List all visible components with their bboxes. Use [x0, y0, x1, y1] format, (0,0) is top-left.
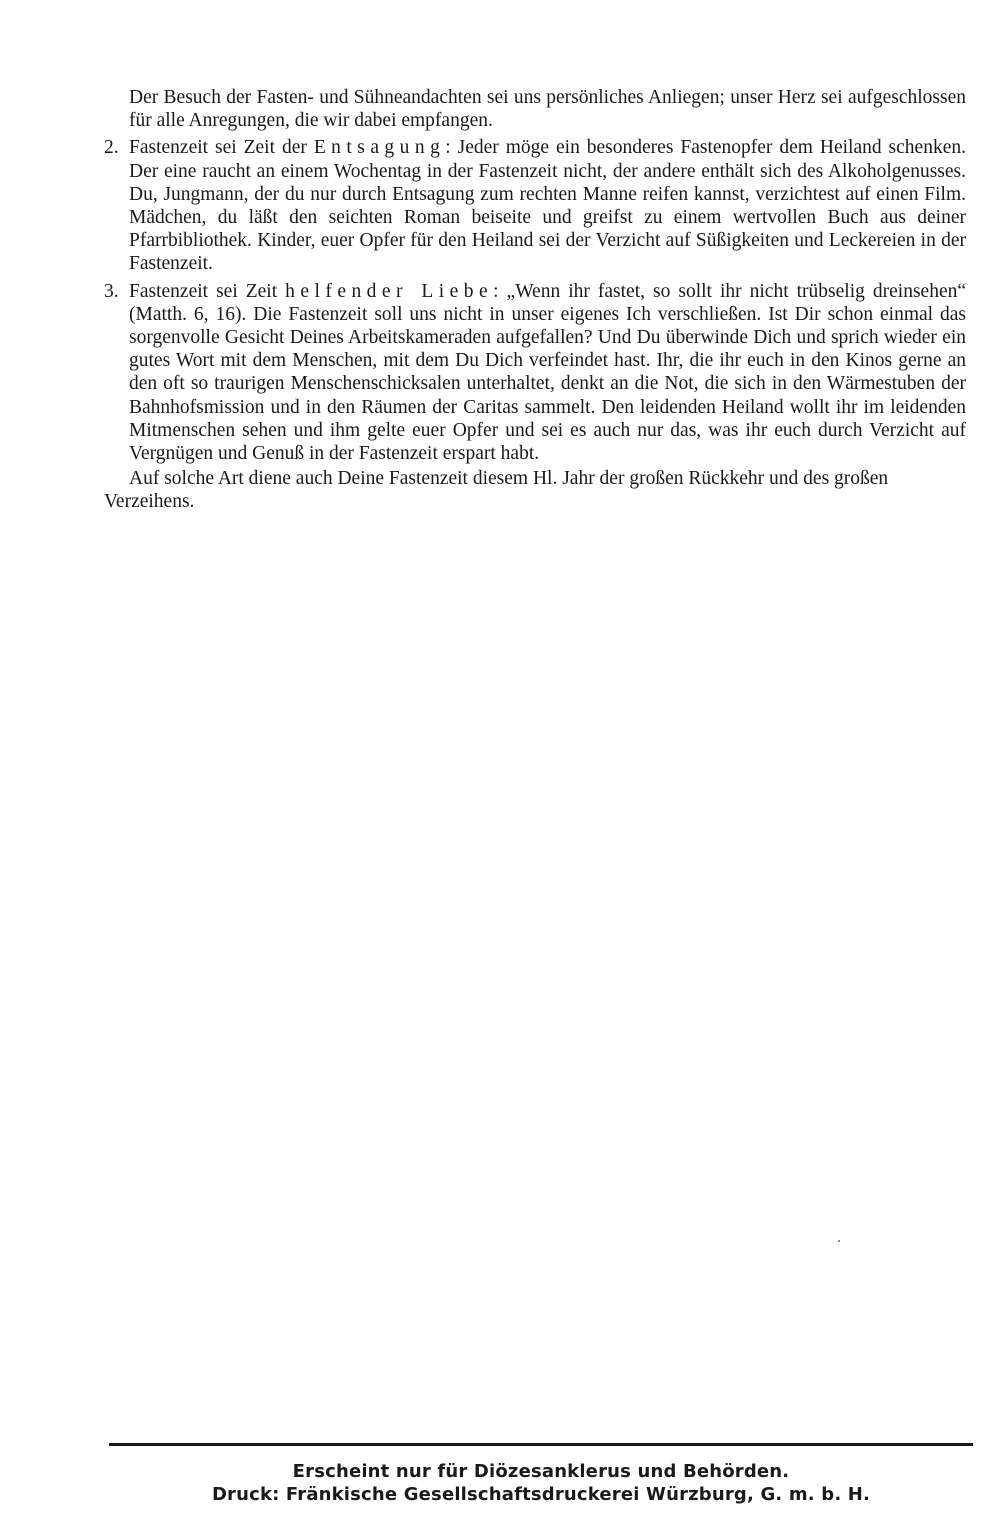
footer-rule [109, 1443, 973, 1446]
item-lead: Fastenzeit sei Zeit der [129, 137, 314, 159]
footer [108, 1460, 974, 1506]
intro-line-2: unser Herz sei aufgeschlossen für alle Anregungen, die wir dabei empfangen. [129, 87, 966, 132]
intro-line-1: Der Besuch der Fasten- und Sühneandachten sei uns persönliches Anliegen; [129, 87, 725, 108]
footer-line-2: Druck: Fränkische Gesellschaftsdruckerei Würzburg, G. m. b. H. [211, 1484, 871, 1505]
list-item-2 [104, 136, 966, 275]
closing-paragraph: Auf solche Art diene auch Deine Fastenzeit diesem Hl. Jahr der großen Rückkehr und des großen Verzeihens. [104, 468, 889, 513]
list-number: 2. [104, 137, 119, 159]
list-number: 3. [104, 280, 119, 302]
scan-speck [838, 1240, 840, 1242]
footer-line-1: Erscheint nur für Diözesanklerus und Behörden. [292, 1461, 790, 1482]
item-body: : Jeder möge ein besonderes Fastenopfer dem Heiland schenken. Der eine raucht an einem Wochentag in der Fastenzeit nicht, der andere enthält sich des Alkoholgenusses. Du, Jungmann, der du nur durch Entsagung zum rechten Manne reifen kannst, verzichtest auf einen Film. Mädchen, du läßt den seichten Roman beiseite und greifst zu einem wertvollen Buch aus deiner Pfarrbibliothek. Kinder, euer Opfer für den Heiland sei der Verzicht auf Süßigkeiten und Leckereien in der Fastenzeit. [129, 137, 966, 275]
list-item-3 [104, 280, 966, 466]
item-body: : „Wenn ihr fastet, so sollt ihr nicht trübselig dreinsehen“ (Matth. 6, 16). Die Fastenzeit soll uns nicht in unser eigenes Ich verschließen. Ist Dir schon einmal das sorgenvolle Gesicht Deines Arbeitskameraden aufgefallen? Und Du überwinde Dich und sprich wieder ein gutes Wort mit dem Menschen, mit dem Du Dich verfeindet hast. Ihr, die ihr euch in den Kinos gerne an den oft so traurigen Menschenschicksalen unterhaltet, denkt an die Not, die sich in den Wärmestuben der Bahnhofsmission und in den Räumen der Caritas sammelt. Den leidenden Heiland wollt ihr im leidenden Mitmenschen sehen und ihm gelte euer Opfer und sei es auch nur das, was ihr euch durch Verzicht auf Vergnügen und Genuß in der Fastenzeit erspart habt. [129, 280, 967, 465]
item-emphasis: helfender Liebe [285, 280, 494, 302]
item-lead: Fastenzeit sei Zeit [129, 280, 286, 302]
body-text [104, 86, 966, 514]
item-emphasis: Entsagung [313, 137, 446, 159]
intro-paragraph [104, 86, 966, 132]
